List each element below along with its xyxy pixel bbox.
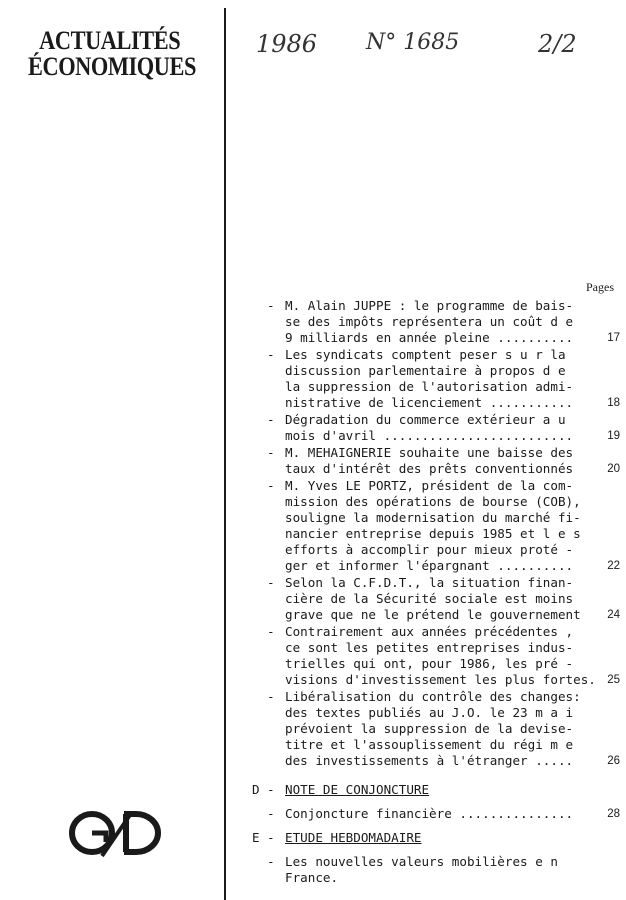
entry-line: taux d'intérêt des prêts conventionnés — [285, 461, 574, 476]
pages-heading: Pages — [586, 280, 614, 294]
entry-line: la suppression de l'autorisation admi- — [285, 379, 574, 394]
page-number: 22 — [607, 560, 620, 572]
entry-line: titre et l'assouplissement du régi m e — [285, 737, 574, 752]
entry-line: se des impôts représentera un coût d e — [285, 314, 574, 329]
section-dash: - — [267, 830, 275, 845]
entry-dash: - — [267, 624, 275, 639]
section-letter: E — [252, 830, 260, 845]
entry-line: trielles qui ont, pour 1986, les pré - — [285, 656, 574, 671]
entry-dash: - — [267, 854, 275, 869]
page-number: 26 — [607, 755, 620, 767]
section-title: ETUDE HEBDOMADAIRE — [285, 830, 422, 845]
page-number: 19 — [607, 430, 620, 442]
section-letter: D — [252, 782, 260, 797]
entry-line: souligne la modernisation du marché fi- — [285, 510, 581, 525]
entry-dash: - — [267, 412, 275, 427]
entry-dash: - — [267, 445, 275, 460]
entry-line: efforts à accomplir pour mieux proté - — [285, 542, 574, 557]
entry-line: nistrative de licenciement ........... — [285, 395, 574, 410]
entry-line: mission des opérations de bourse (COB), — [285, 494, 581, 509]
entry-line: des investissements à l'étranger ..... — [285, 753, 574, 768]
entry-line: Selon la C.F.D.T., la situation finan- — [285, 575, 574, 590]
gd-logo — [66, 808, 166, 858]
section-title: NOTE DE CONJONCTURE — [285, 782, 430, 797]
entry-line: nancier entreprise depuis 1985 et l e s — [285, 526, 581, 541]
entry-line: des textes publiés au J.O. le 23 m a i — [285, 705, 574, 720]
page-number: 25 — [607, 674, 620, 686]
handwritten-number: N° 1685 — [366, 30, 460, 55]
entry-line: Contrairement aux années précédentes , — [285, 624, 574, 639]
entry-line: Les syndicats comptent peser s u r la — [285, 347, 566, 362]
entry-line: Dégradation du commerce extérieur a u — [285, 412, 566, 427]
entry-dash: - — [267, 347, 275, 362]
entry-line: discussion parlementaire à propos d e — [285, 363, 566, 378]
entry-line: grave que ne le prétend le gouvernement — [285, 607, 581, 622]
entry-line: M. MEHAIGNERIE souhaite une baisse des — [285, 445, 574, 460]
entry-line: mois d'avril ......................... — [285, 428, 574, 443]
entry-line: ce sont les petites entreprises indus- — [285, 640, 574, 655]
entry-line: prévoient la suppression de la devise- — [285, 721, 574, 736]
entry-line: cière de la Sécurité sociale est moins — [285, 591, 574, 606]
page-number: 17 — [607, 332, 620, 344]
handwritten-sheet: 2/2 — [538, 30, 577, 58]
entry-dash: - — [267, 806, 275, 821]
masthead-line-2: ÉCONOMIQUES — [28, 52, 196, 81]
entry-line: ger et informer l'épargnant .......... — [285, 558, 574, 573]
section-dash: - — [267, 782, 275, 797]
entry-line: visions d'investissement les plus fortes. — [285, 672, 596, 687]
entry-dash: - — [267, 689, 275, 704]
handwritten-year: 1986 — [256, 30, 318, 58]
entry-line: M. Yves LE PORTZ, président de la com- — [285, 478, 574, 493]
entry-line: Les nouvelles valeurs mobilières e n — [285, 854, 558, 869]
page-number: 18 — [607, 397, 620, 409]
entry-line: Conjoncture financière ............... — [285, 806, 574, 821]
masthead-line-1: ACTUALITÉS — [39, 26, 181, 55]
page-number: 28 — [607, 808, 620, 820]
masthead — [28, 26, 196, 81]
entry-line: Libéralisation du contrôle des changes: — [285, 689, 581, 704]
entry-dash: - — [267, 575, 275, 590]
vertical-divider — [224, 8, 226, 900]
entry-line: 9 milliards en année pleine .......... — [285, 330, 574, 345]
page-number: 20 — [607, 463, 620, 475]
entry-dash: - — [267, 298, 275, 313]
entry-line: M. Alain JUPPE : le programme de bais- — [285, 298, 574, 313]
entry-line: France. — [285, 870, 339, 885]
page-number: 24 — [607, 609, 620, 621]
entry-dash: - — [267, 478, 275, 493]
